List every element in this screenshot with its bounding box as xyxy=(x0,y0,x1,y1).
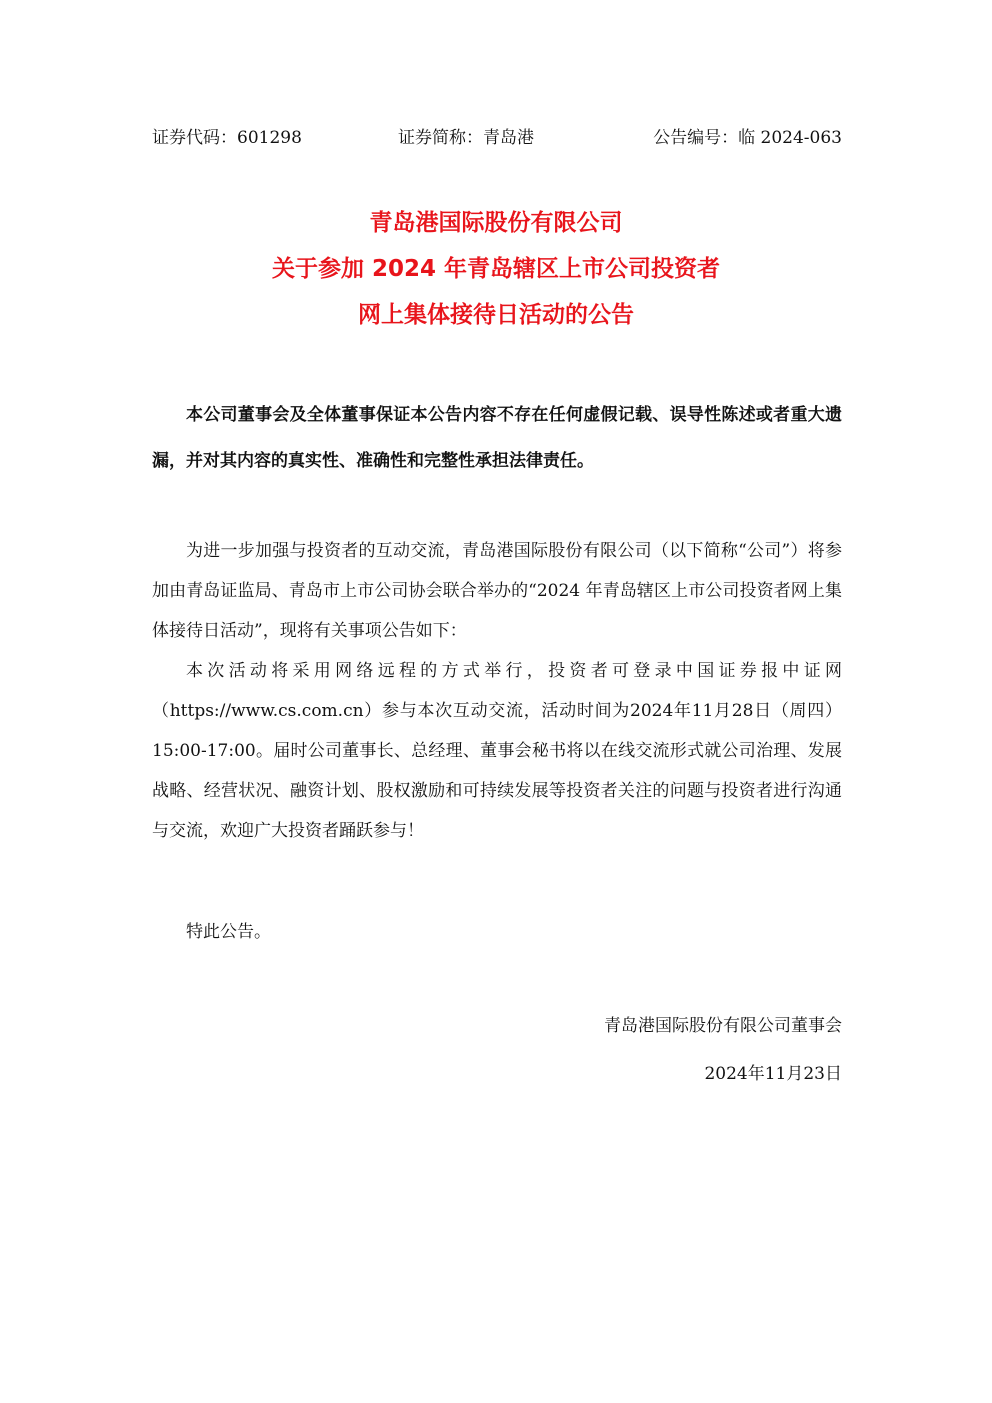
title-line-3: 网上集体接待日活动的公告 xyxy=(358,302,634,328)
body-paragraph-2: 本次活动将采用网络远程的方式举行，投资者可登录中国证券报中证网（https://www.cs.com.cn）参与本次互动交流，活动时间为2024年11月28日（周四）15:00-17:00。届时公司董事长、总经理、董事会秘书将以在线交流形式就公司治理、发展战略、经营状况、融资计划、股权激励和可持续发展等投资者关注的问题与投资者进行沟通与交流，欢迎广大投资者踊跃参与！ xyxy=(152,661,842,841)
notice-paragraph: 本公司董事会及全体董事保证本公告内容不存在任何虚假记载、误导性陈述或者重大遗漏，并对其内容的真实性、准确性和完整性承担法律责任。 xyxy=(152,405,842,471)
title-line-1: 青岛港国际股份有限公司 xyxy=(369,210,623,236)
announcement-body xyxy=(152,531,842,851)
title-line-2: 关于参加 2024 年青岛辖区上市公司投资者 xyxy=(271,256,721,282)
stock-abbreviation: 证券简称：青岛港 xyxy=(398,128,534,148)
signature-date: 2024年11月23日 xyxy=(704,1064,842,1084)
closing-paragraph: 特此公告。 xyxy=(186,922,271,942)
stock-code: 证券代码：601298 xyxy=(152,128,302,148)
closing-remark xyxy=(152,912,842,952)
board-guarantee-notice xyxy=(152,392,842,484)
announcement-title xyxy=(100,204,892,342)
header-row xyxy=(152,126,842,150)
announcement-number: 公告编号：临 2024-063 xyxy=(653,128,842,148)
signature-organization: 青岛港国际股份有限公司董事会 xyxy=(604,1016,842,1036)
body-paragraph-1: 为进一步加强与投资者的互动交流，青岛港国际股份有限公司（以下简称“公司”）将参加由青岛证监局、青岛市上市公司协会联合举办的“2024 年青岛辖区上市公司投资者网上集体接待日活动”，现将有关事项公告如下： xyxy=(152,541,842,641)
